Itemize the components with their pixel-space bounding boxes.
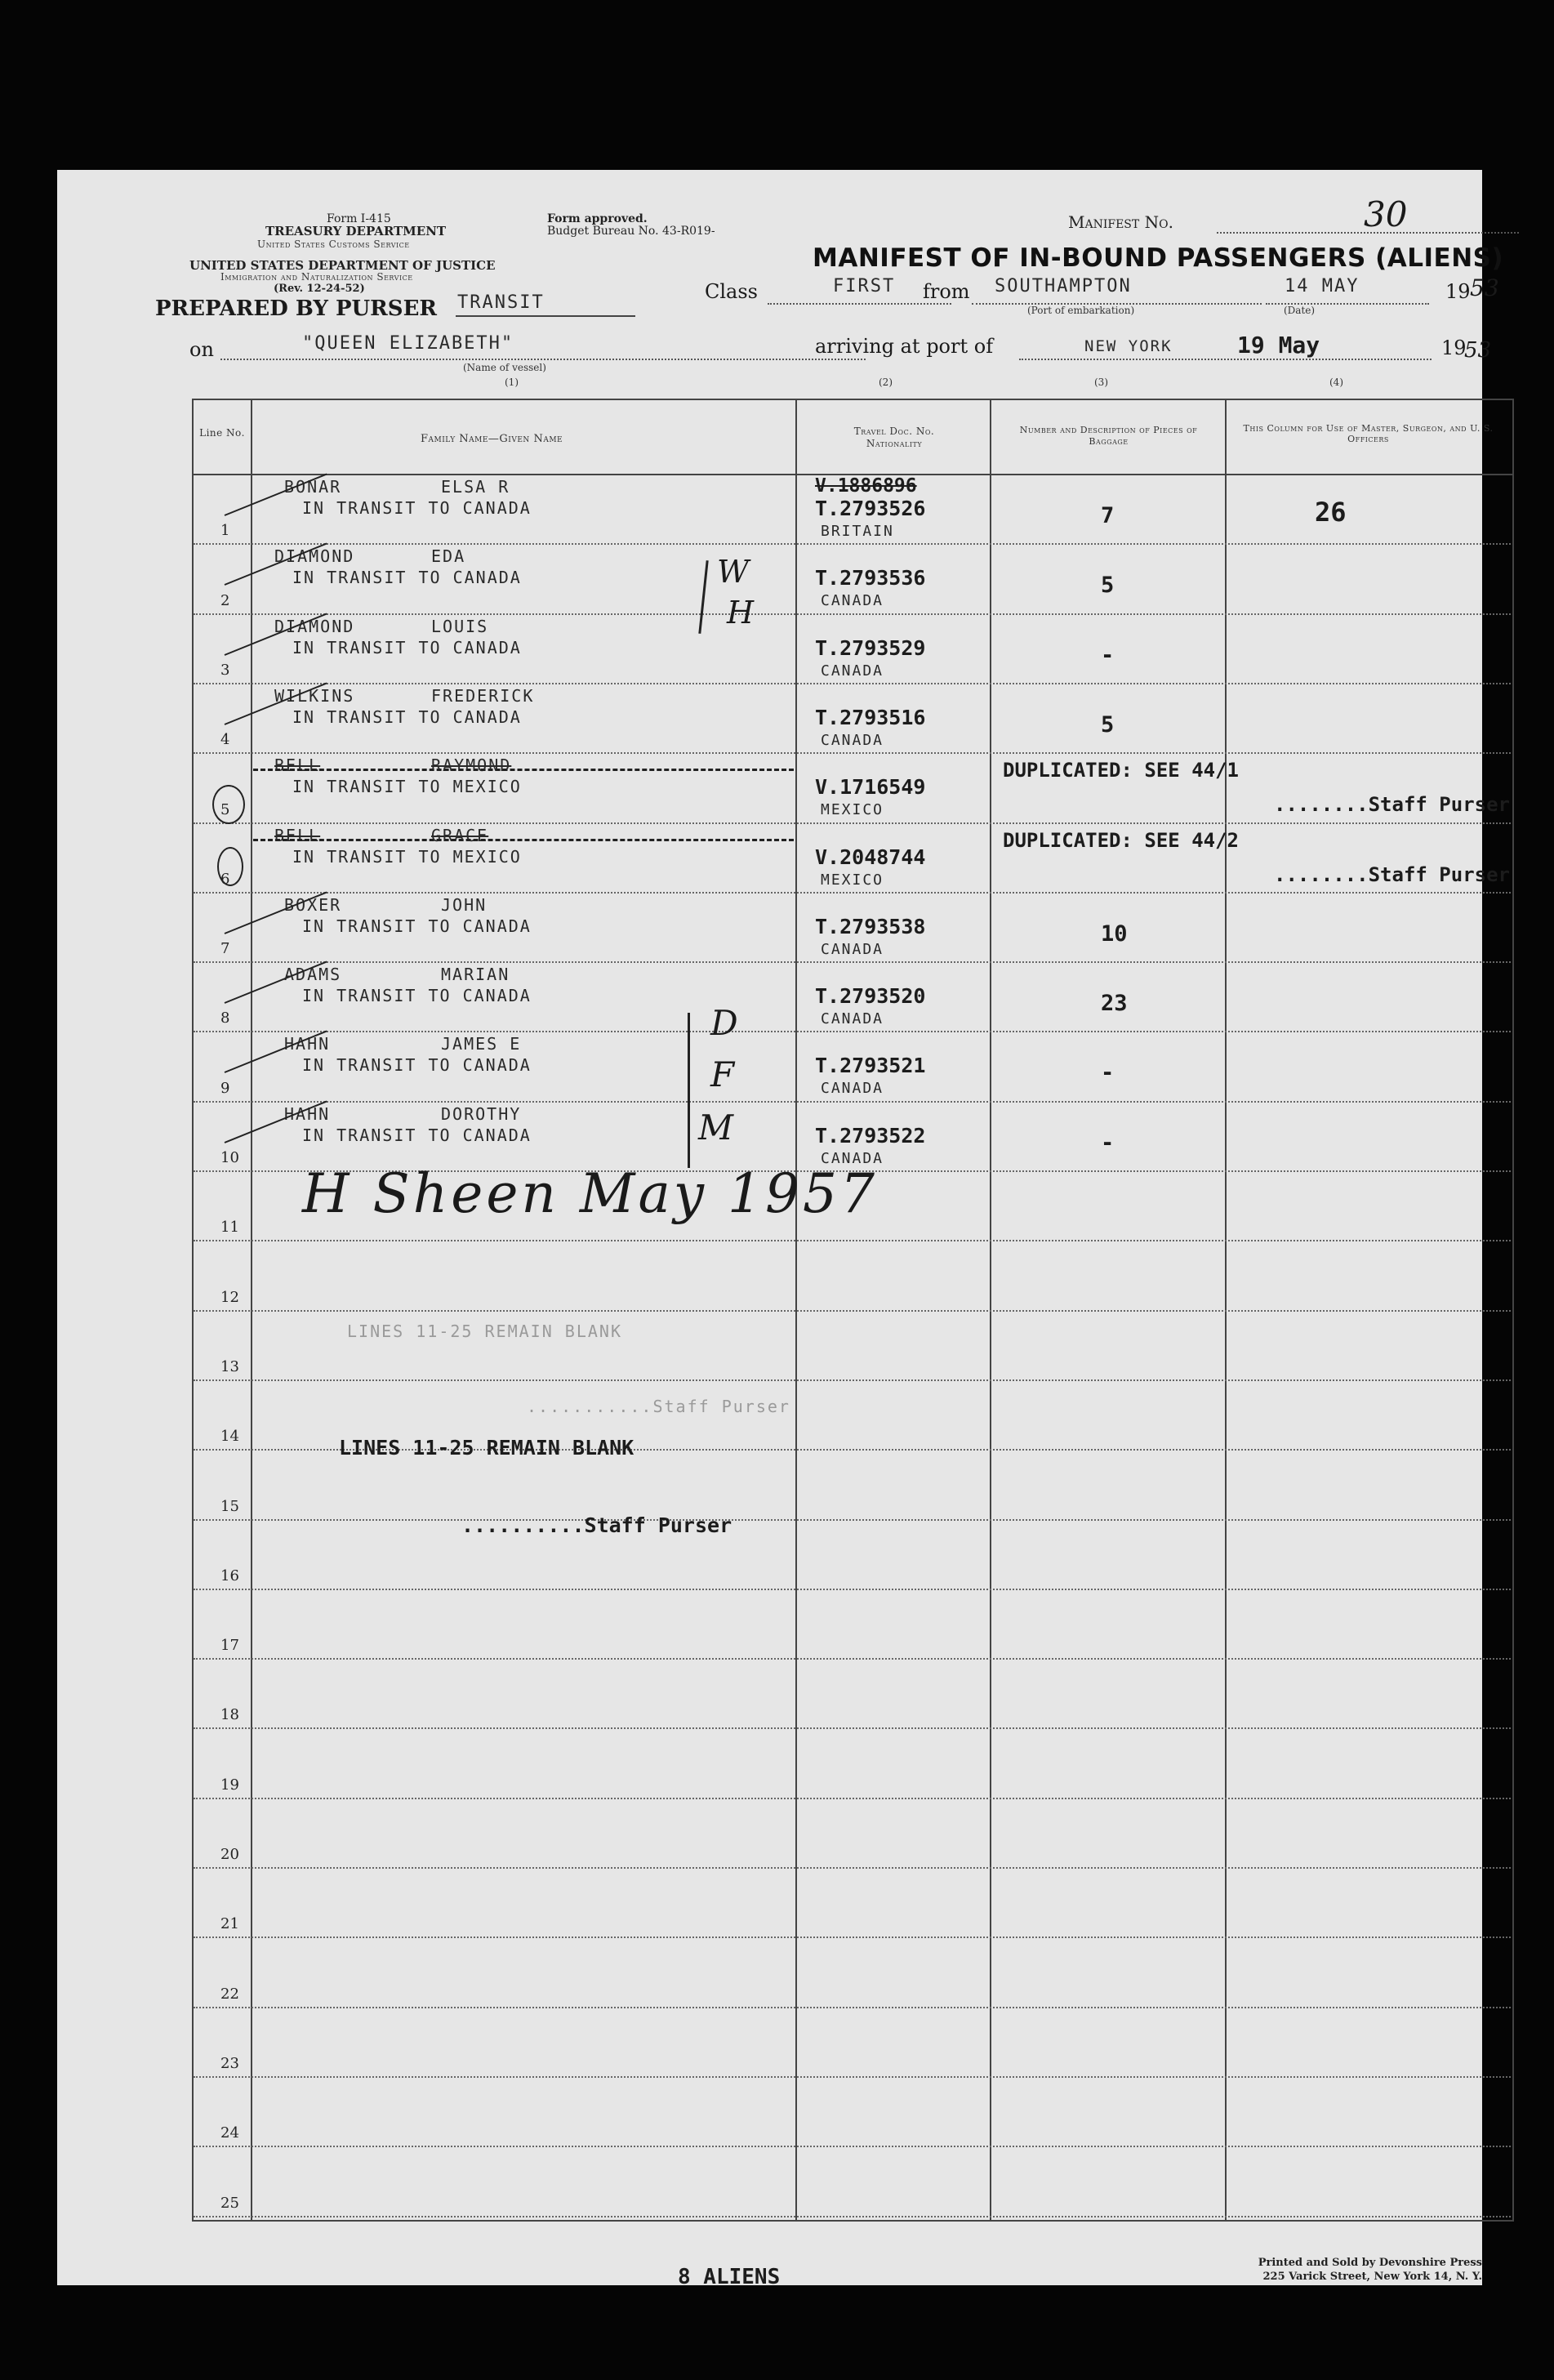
- line-number: 10: [220, 1149, 239, 1166]
- given-name: JOHN: [441, 894, 488, 915]
- transit-note: IN TRANSIT TO CANADA: [302, 1055, 532, 1076]
- travel-doc: T.2793516: [815, 705, 926, 729]
- hand-annotation-f: F: [710, 1054, 735, 1094]
- line-number: 2: [220, 591, 230, 609]
- nationality: CANADA: [821, 940, 884, 958]
- baggage-count: 7: [1101, 503, 1115, 528]
- prepared-by-value: TRANSIT: [457, 292, 545, 313]
- travel-doc: T.2793536: [815, 566, 926, 591]
- baggage-note: DUPLICATED: SEE 44/1: [1003, 759, 1239, 782]
- family-name: HAHN: [284, 1034, 331, 1054]
- row-rule: [194, 822, 1511, 824]
- embark-caption: (Port of embarkation): [1027, 305, 1135, 316]
- ghost-blank-signoff: ...........Staff Purser: [527, 1397, 790, 1416]
- row-rule: [194, 1937, 1511, 1938]
- line-number: 3: [220, 661, 230, 679]
- row-rule: [194, 2216, 1511, 2217]
- year-prefix: 19: [1445, 280, 1471, 303]
- year-value: 53: [1470, 274, 1499, 301]
- given-name: RAYMOND: [431, 755, 512, 776]
- line-number: 19: [220, 1776, 239, 1794]
- manifest-title: MANIFEST OF IN-BOUND PASSENGERS (ALIENS): [813, 243, 1504, 273]
- baggage-count: -: [1101, 642, 1115, 668]
- vessel-caption: (Name of vessel): [463, 362, 546, 373]
- row-rule: [194, 2007, 1511, 2008]
- baggage-count: -: [1101, 1060, 1115, 1086]
- manifest-page: [57, 170, 1510, 2289]
- family-name: HAHN: [284, 1103, 331, 1124]
- row-rule: [194, 683, 1511, 684]
- row-rule: [194, 1379, 1511, 1381]
- transit-note: IN TRANSIT TO CANADA: [302, 1125, 532, 1145]
- class-value: FIRST: [833, 276, 896, 296]
- officer-note: ........Staff Purser: [1274, 793, 1510, 817]
- date-value: 14 MAY: [1285, 276, 1360, 296]
- travel-doc: T.2793521: [815, 1054, 926, 1078]
- on-label: on: [189, 338, 214, 361]
- officer-note: ........Staff Purser: [1274, 862, 1510, 886]
- row-rule: [194, 1658, 1511, 1660]
- line-number: 11: [220, 1219, 239, 1237]
- line-number: 25: [220, 2194, 239, 2212]
- transit-note: IN TRANSIT TO CANADA: [292, 568, 522, 588]
- printer-line-2: 225 Varick Street, New York 14, N. Y.: [1262, 2271, 1482, 2283]
- customs-label: United States Customs Service: [257, 238, 410, 250]
- nationality: CANADA: [821, 1080, 884, 1098]
- travel-doc: T.2793520: [815, 984, 926, 1009]
- row-rule: [194, 961, 1511, 963]
- row-rule: [194, 2146, 1511, 2147]
- manifest-no-label: Manifest No.: [1068, 212, 1173, 232]
- hand-annotation-h: H: [727, 595, 755, 631]
- printer-line-1: Printed and Sold by Devonshire Press: [1258, 2257, 1482, 2269]
- budget-number: Budget Bureau No. 43-R019-: [547, 225, 715, 238]
- form-number: Form I-415: [327, 212, 391, 225]
- line-number: 6: [220, 870, 230, 888]
- row-rule: [194, 543, 1511, 545]
- vessel-line: [220, 359, 866, 360]
- row-rule: [194, 2076, 1511, 2078]
- col-header-line: Line No.: [199, 427, 245, 439]
- prepared-by-label: PREPARED BY PURSER: [155, 296, 437, 321]
- hand-annotation-d: D: [710, 1003, 738, 1043]
- col-num-4: (4): [1329, 377, 1343, 388]
- family-name: DIAMOND: [274, 546, 355, 567]
- family-name: WILKINS: [274, 685, 355, 706]
- port-value: NEW YORK: [1084, 337, 1173, 355]
- travel-doc: V.1716549: [815, 775, 926, 800]
- family-name: DIAMOND: [274, 616, 355, 636]
- baggage-count: 5: [1101, 573, 1115, 599]
- line-number: 21: [220, 1915, 239, 1933]
- family-name: ADAMS: [284, 965, 342, 985]
- baggage-count: 23: [1101, 991, 1128, 1017]
- transit-note: IN TRANSIT TO CANADA: [302, 498, 532, 518]
- blank-lines-signoff: ..........Staff Purser: [461, 1513, 732, 1537]
- line-number: 4: [220, 731, 230, 749]
- line-number: 18: [220, 1706, 239, 1724]
- given-name: ELSA R: [441, 477, 510, 497]
- family-name: BONAR: [284, 477, 342, 497]
- transit-note: IN TRANSIT TO MEXICO: [292, 846, 522, 867]
- hand-bracket: [688, 1013, 690, 1168]
- row-rule: [194, 613, 1511, 615]
- nationality: BRITAIN: [821, 523, 894, 540]
- given-name: DOROTHY: [441, 1103, 522, 1124]
- row-rule: [194, 1240, 1511, 1241]
- nationality: CANADA: [821, 592, 884, 610]
- row-rule: [194, 1589, 1511, 1590]
- given-name: GRACE: [431, 825, 489, 845]
- line-number: 23: [220, 2054, 239, 2072]
- line-number: 12: [220, 1288, 239, 1306]
- nationality: MEXICO: [821, 871, 884, 889]
- travel-doc: T.2793529: [815, 635, 926, 660]
- signature: H Sheen May 1957: [302, 1162, 879, 1225]
- travel-doc-struck: V.1886896: [815, 475, 917, 497]
- hand-annotation-m: M: [698, 1108, 734, 1148]
- transit-note: IN TRANSIT TO CANADA: [302, 916, 532, 936]
- strike-line: [253, 769, 794, 771]
- ins-label: Immigration and Naturalization Service: [220, 271, 413, 283]
- travel-doc: T.2793522: [815, 1123, 926, 1148]
- line-number: 1: [220, 522, 230, 540]
- arriving-label: arriving at port of: [815, 335, 994, 358]
- treasury-label: TREASURY DEPARTMENT: [265, 224, 447, 238]
- family-name: BOXER: [284, 894, 342, 915]
- line-number: 14: [220, 1428, 239, 1446]
- given-name: EDA: [431, 546, 466, 567]
- baggage-count: -: [1101, 1130, 1115, 1156]
- alien-count: 8 ALIENS: [678, 2265, 781, 2289]
- date-caption: (Date): [1284, 305, 1316, 316]
- col-num-2: (2): [879, 377, 893, 388]
- col-num-3: (3): [1094, 377, 1108, 388]
- given-name: FREDERICK: [431, 685, 535, 706]
- line-number: 17: [220, 1637, 239, 1655]
- travel-doc: T.2793538: [815, 914, 926, 938]
- given-name: MARIAN: [441, 965, 510, 985]
- class-label: Class: [705, 280, 758, 303]
- prepared-underline: [456, 315, 635, 317]
- row-rule: [194, 1031, 1511, 1032]
- arrive-year: 53: [1464, 338, 1492, 363]
- transit-note: IN TRANSIT TO MEXICO: [292, 777, 522, 797]
- nationality: CANADA: [821, 1149, 884, 1167]
- family-name: BELL: [274, 825, 321, 845]
- row-rule: [194, 1727, 1511, 1729]
- vessel-value: "QUEEN ELIZABETH": [302, 333, 514, 354]
- row-rule: [194, 1798, 1511, 1799]
- hand-annotation-w: W: [717, 554, 750, 590]
- nationality: MEXICO: [821, 801, 884, 819]
- line-number: 7: [220, 940, 230, 958]
- port-line: [1019, 359, 1432, 360]
- travel-doc: T.2793526: [815, 497, 926, 520]
- col-num-1: (1): [505, 377, 519, 388]
- from-value: SOUTHAMPTON: [995, 276, 1132, 296]
- line-number: 8: [220, 1009, 230, 1027]
- baggage-count: 10: [1101, 920, 1128, 947]
- given-name: LOUIS: [431, 616, 489, 636]
- line-number: 9: [220, 1079, 230, 1097]
- row-rule: [194, 1101, 1511, 1103]
- class-line: [768, 303, 951, 305]
- circle-mark: [217, 847, 243, 886]
- nationality: CANADA: [821, 1010, 884, 1028]
- line-number: 22: [220, 1985, 239, 2003]
- row-rule: [194, 752, 1511, 754]
- baggage-count: 5: [1101, 711, 1115, 738]
- arrive-year-prefix: 19: [1441, 336, 1467, 359]
- row-rule: [194, 892, 1511, 894]
- nationality: CANADA: [821, 662, 884, 680]
- blank-lines-note: LINES 11-25 REMAIN BLANK: [339, 1436, 635, 1460]
- baggage-note: DUPLICATED: SEE 44/2: [1003, 828, 1239, 852]
- row-rule: [194, 1867, 1511, 1869]
- arrive-date: 19 May: [1237, 332, 1320, 359]
- form-approved: Form approved.: [547, 212, 648, 225]
- transit-note: IN TRANSIT TO CANADA: [302, 986, 532, 1006]
- col-header-officers: This Column for Use of Master, Surgeon, and U. S. Officers: [1243, 423, 1494, 444]
- nationality: CANADA: [821, 731, 884, 749]
- line-number: 13: [220, 1357, 239, 1375]
- line-number: 20: [220, 1846, 239, 1863]
- line-number: 24: [220, 2124, 239, 2142]
- line-number: 15: [220, 1497, 239, 1515]
- transit-note: IN TRANSIT TO CANADA: [292, 637, 522, 657]
- ghost-blank-note: LINES 11-25 REMAIN BLANK: [347, 1321, 622, 1341]
- family-name: BELL: [274, 755, 321, 776]
- line-number: 16: [220, 1567, 239, 1584]
- col-header-name: Family Name—Given Name: [421, 433, 563, 445]
- transit-note: IN TRANSIT TO CANADA: [292, 706, 522, 727]
- given-name: JAMES E: [441, 1034, 522, 1054]
- col-header-travel: Travel Doc. No. Nationality: [853, 426, 935, 449]
- from-label: from: [923, 280, 970, 303]
- col-header-baggage: Number and Description of Pieces of Baggage: [1019, 425, 1198, 447]
- row-rule: [194, 1519, 1511, 1521]
- manifest-no-value: 30: [1364, 194, 1408, 234]
- justice-label: UNITED STATES DEPARTMENT OF JUSTICE: [189, 258, 496, 273]
- travel-doc: V.2048744: [815, 845, 926, 869]
- revision-label: (Rev. 12-24-52): [274, 283, 365, 295]
- circle-mark: [212, 785, 245, 824]
- strike-line: [253, 839, 794, 841]
- row-rule: [194, 1310, 1511, 1312]
- line-number: 5: [220, 800, 230, 818]
- officer-mark: 26: [1315, 497, 1347, 528]
